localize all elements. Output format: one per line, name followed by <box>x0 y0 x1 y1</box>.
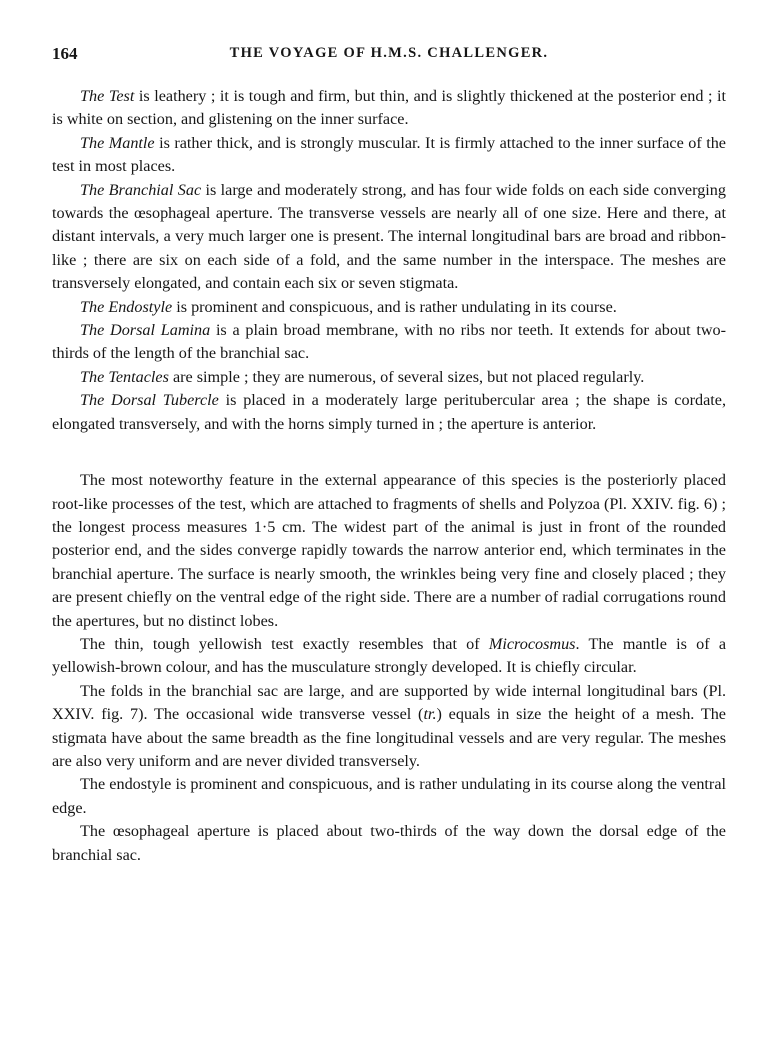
anatomy-description <box>52 85 726 436</box>
term-mantle: The Mantle <box>80 133 155 152</box>
page-number: 164 <box>52 44 78 63</box>
remarks-paragraph-oesophageal-aperture: The œsophageal aperture is placed about two-thirds of the way down the dorsal edge of the branchial sac. <box>52 822 726 864</box>
paragraph-dorsal-lamina <box>52 319 726 366</box>
text-dorsal-tubercle: is placed in a moderately large peritubercular area ; the shape is cordate, elongated transversely, and with the horns simply turned in ; the aperture is anterior. <box>52 391 726 433</box>
text-branchial-sac: is large and moderately strong, and has four wide folds on each side converging towards the œsophageal aperture. The transverse vessels are nearly all of one size. Here and there, at distant intervals, a very much larger one is present. The internal longitudinal bars are broad and ribbon-like ; there are six on each side of a fold, and the same number in the interspace. The meshes are transversely elongated, and contain each six or seven stigmata. <box>52 180 726 293</box>
paragraph-mantle <box>52 132 726 179</box>
abbreviation-tr: tr. <box>423 705 437 724</box>
text-dorsal-lamina: is a plain broad membrane, with no ribs nor teeth. It extends for about two-thirds of the length of the branchial sac. <box>52 321 726 363</box>
paragraph-branchial-sac <box>52 179 726 296</box>
remarks-p2-before: The thin, tough yellowish test exactly resembles that of <box>80 634 489 653</box>
remarks-p3-after: ) equals in size the height of a mesh. The stigmata have about the same breadth as the fine longitudinal vessels and are very regular. The meshes are also very uniform and are never divided transversely. <box>52 705 726 770</box>
term-tentacles: The Tentacles <box>80 367 169 386</box>
document-page <box>52 44 726 867</box>
paragraph-dorsal-tubercle <box>52 389 726 436</box>
remarks-p3-before: The folds in the branchial sac are large, and are supported by wide internal longitudinal bars (Pl. XXIV. fig. 7). The occasional wide transverse vessel ( <box>52 681 726 724</box>
remarks-paragraph-branchial-sac <box>52 680 726 774</box>
text-tentacles: are simple ; they are numerous, of several sizes, but not placed regularly. <box>168 367 645 386</box>
text-endostyle: is prominent and conspicuous, and is rather undulating in its course. <box>172 297 617 316</box>
paragraph-endostyle <box>52 296 726 319</box>
remarks-p2-after: . The mantle is of a yellowish-brown colour, and has the musculature strongly developed. It is chiefly circular. <box>52 634 726 677</box>
term-test: The Test <box>80 87 135 105</box>
term-endostyle: The Endostyle <box>80 297 173 316</box>
term-dorsal-lamina: The Dorsal Lamina <box>80 321 211 340</box>
remarks-paragraph-endostyle: The endostyle is prominent and conspicuous, and is rather undulating in its course along the ventral edge. <box>52 775 726 817</box>
running-title: THE VOYAGE OF H.M.S. CHALLENGER. <box>229 45 549 61</box>
paragraph-tentacles <box>52 366 726 389</box>
text-mantle: is rather thick, and is strongly muscular. It is firmly attached to the inner surface of the test in most places. <box>52 133 726 176</box>
paragraph-test <box>52 85 726 132</box>
term-branchial-sac: The Branchial Sac <box>80 180 202 199</box>
remarks-section <box>52 469 726 867</box>
text-test: is leathery ; it is tough and firm, but thin, and is slightly thickened at the posterior end ; it is white on section, and glistening on the inner surface. <box>52 87 726 129</box>
genus-name: Microcosmus <box>488 634 576 653</box>
page-header <box>52 44 726 70</box>
remarks-paragraph-test <box>52 633 726 680</box>
remarks-paragraph-external: The most noteworthy feature in the external appearance of this species is the posteriorly placed root-like processes of the test, which are attached to fragments of shells and Polyzoa (Pl. XXIV. fig. 6) ; the longest process measures 1·5 cm. The widest part of the animal is just in front of the rounded posterior end, and the sides converge rapidly towards the narrow anterior end, which terminates in the branchial aperture. The surface is nearly smooth, the wrinkles being very fine and closely placed ; they are present chiefly on the ventral edge of the right side. There are a number of radial corrugations round the apertures, but no distinct lobes. <box>52 471 726 630</box>
term-dorsal-tubercle: The Dorsal Tubercle <box>80 391 219 410</box>
